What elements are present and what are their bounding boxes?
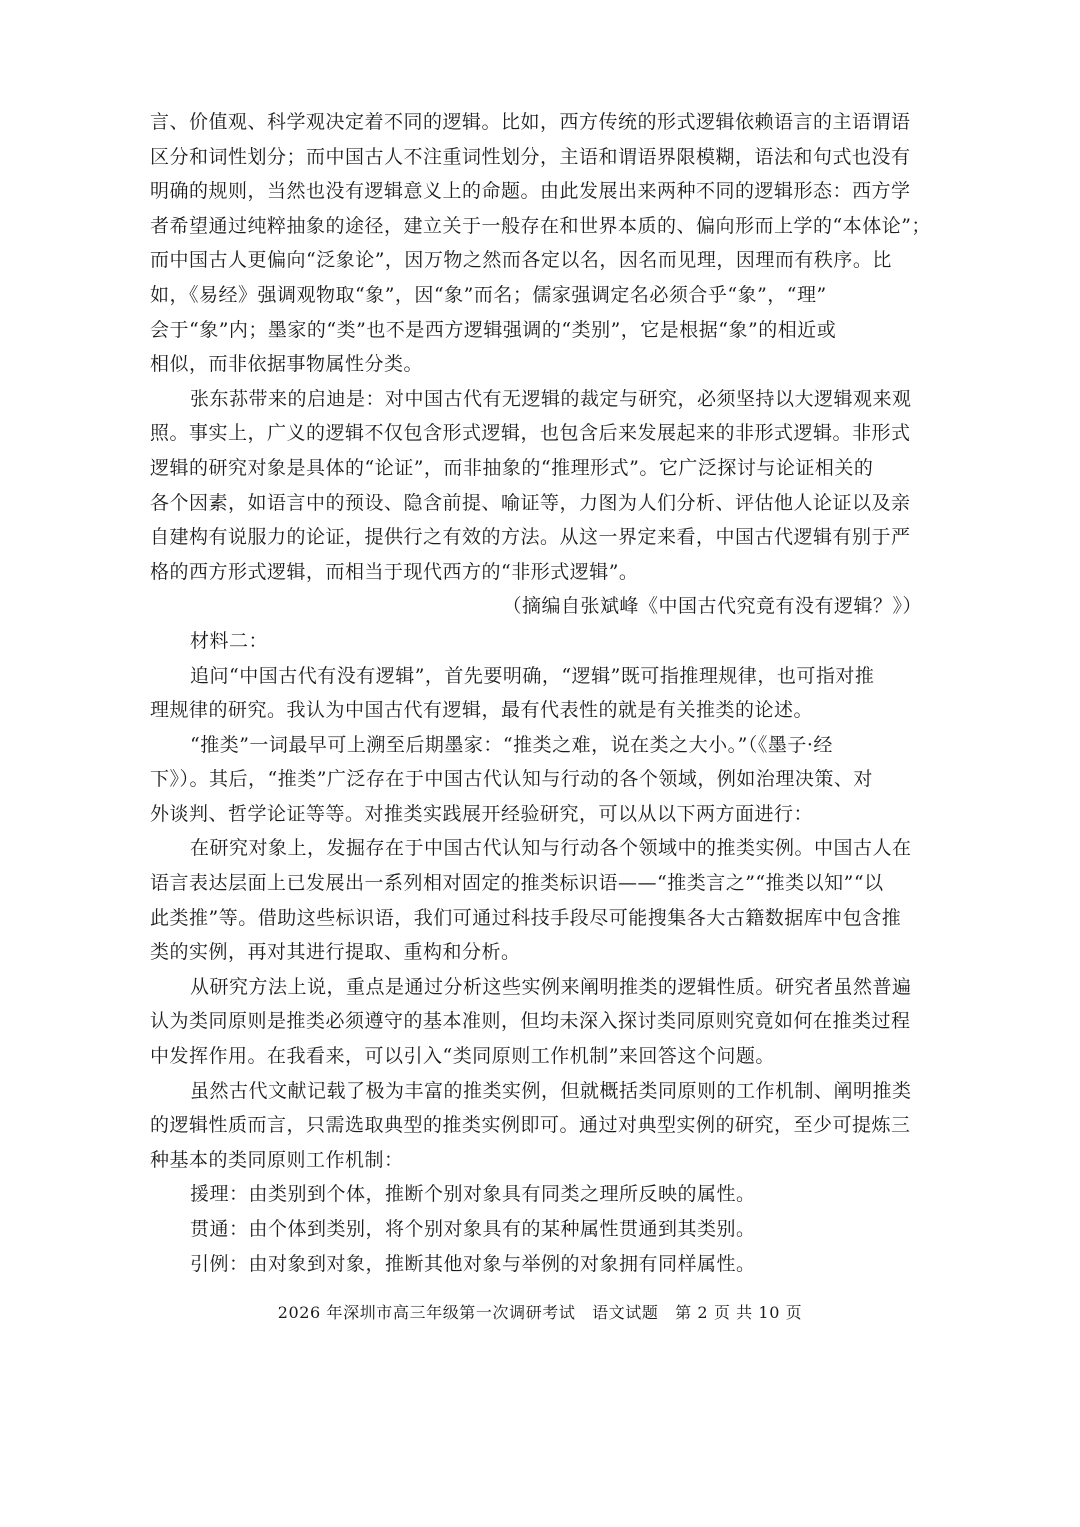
list-item: 贯通：由个体到类别，将个别对象具有的某种属性贯通到其类别。 [190, 1218, 756, 1240]
text-line: 区分和词性划分；而中国古人不注重词性划分，主语和谓语界限模糊，语法和句式也没有 [150, 145, 911, 168]
text-line: 下》）。其后，“推类”广泛存在于中国古代认知与行动的各个领域，例如治理决策、对 [150, 768, 873, 791]
text-line: 如，《易经》强调观物取“象”，因“象”而名；儒家强调定名必须合乎“象”，“理” [150, 283, 827, 306]
section-heading: 材料二： [190, 629, 269, 652]
text-line: 中发挥作用。在我看来，可以引入“类同原则工作机制”来回答这个问题。 [150, 1045, 775, 1068]
text-line: 理规律的研究。我认为中国古代有逻辑，最有代表性的就是有关推类的论述。 [150, 699, 814, 722]
text-line: 相似，而非依据事物属性分类。 [150, 353, 424, 376]
text-line: 在研究对象上，发掘存在于中国古代认知与行动各个领域中的推类实例。中国古人在 [190, 837, 912, 860]
text-line: 自建构有说服力的论证，提供行之有效的方法。从这一界定来看，中国古代逻辑有别于严 [150, 526, 911, 549]
text-line: 追问“中国古代有没有逻辑”，首先要明确，“逻辑”既可指推理规律，也可指对推 [190, 664, 875, 687]
text-line: 逻辑的研究对象是具体的“论证”，而非抽象的“推理形式”。它广泛探讨与论证相关的 [150, 456, 874, 479]
paragraph [150, 728, 930, 832]
exam-page-body [150, 105, 930, 1281]
text-line: 言、价值观、科学观决定着不同的逻辑。比如，西方传统的形式逻辑依赖语言的主语谓语 [150, 111, 911, 133]
paragraph [150, 105, 930, 382]
text-line: 种基本的类同原则工作机制： [150, 1148, 404, 1171]
text-line: 认为类同原则是推类必须遵守的基本准则，但均未深入探讨类同原则究竟如何在推类过程 [150, 1010, 911, 1033]
list-item: 援理：由类别到个体，推断个别对象具有同类之理所反映的属性。 [190, 1183, 756, 1206]
text-line: 照。事实上，广义的逻辑不仅包含形式逻辑，也包含后来发展起来的非形式逻辑。非形式 [150, 422, 911, 445]
text-line: “推类”一词最早可上溯至后期墨家：“推类之难，说在类之大小。”（《墨子·经 [190, 733, 833, 756]
text-line: 类的实例，再对其进行提取、重构和分析。 [150, 941, 521, 964]
text-line: 会于“象”内；墨家的“类”也不是西方逻辑强调的“类别”，它是根据“象”的相近或 [150, 318, 837, 341]
list-item: 引例：由对象到对象，推断其他对象与举例的对象拥有同样属性。 [190, 1252, 756, 1275]
paragraph [150, 1074, 930, 1178]
text-line: 虽然古代文献记载了极为丰富的推类实例，但就概括类同原则的工作机制、阐明推类 [190, 1079, 912, 1102]
page-footer: 2026 年深圳市高三年级第一次调研考试 语文试题 第 2 页 共 10 页 [277, 1303, 803, 1322]
text-line: 外谈判、哲学论证等等。对推类实践展开经验研究，可以从以下两方面进行： [150, 802, 814, 825]
text-line: 此类推”等。借助这些标识语，我们可通过科技手段尽可能搜集各大古籍数据库中包含推 [150, 906, 902, 929]
text-line: 者希望通过纯粹抽象的途径，建立关于一般存在和世界本质的、偏向形而上学的“本体论”； [150, 214, 931, 237]
text-line: 而中国古人更偏向“泛象论”，因万物之然而各定以名，因名而见理，因理而有秩序。比 [150, 249, 892, 272]
text-line: 从研究方法上说，重点是通过分析这些实例来阐明推类的逻辑性质。研究者虽然普遍 [190, 975, 912, 998]
paragraph [150, 382, 930, 590]
source-citation: （摘编自张斌峰《中国古代究竟有没有逻辑？》） [502, 595, 922, 618]
text-line: 的逻辑性质而言，只需选取典型的推类实例即可。通过对典型实例的研究，至少可提炼三 [150, 1114, 911, 1137]
text-line: 各个因素，如语言中的预设、隐含前提、喻证等，力图为人们分析、评估他人论证以及亲 [150, 491, 911, 514]
text-line: 格的西方形式逻辑，而相当于现代西方的“非形式逻辑”。 [150, 560, 639, 583]
paragraph [150, 659, 930, 728]
text-line: 张东荪带来的启迪是：对中国古代有无逻辑的裁定与研究，必须坚持以大逻辑观来观 [190, 387, 912, 410]
text-line: 语言表达层面上已发展出一系列相对固定的推类标识语——“推类言之”“推类以知”“以 [150, 872, 884, 895]
text-line: 明确的规则，当然也没有逻辑意义上的命题。由此发展出来两种不同的逻辑形态：西方学 [150, 180, 911, 203]
paragraph [150, 970, 930, 1074]
paragraph [150, 831, 930, 969]
